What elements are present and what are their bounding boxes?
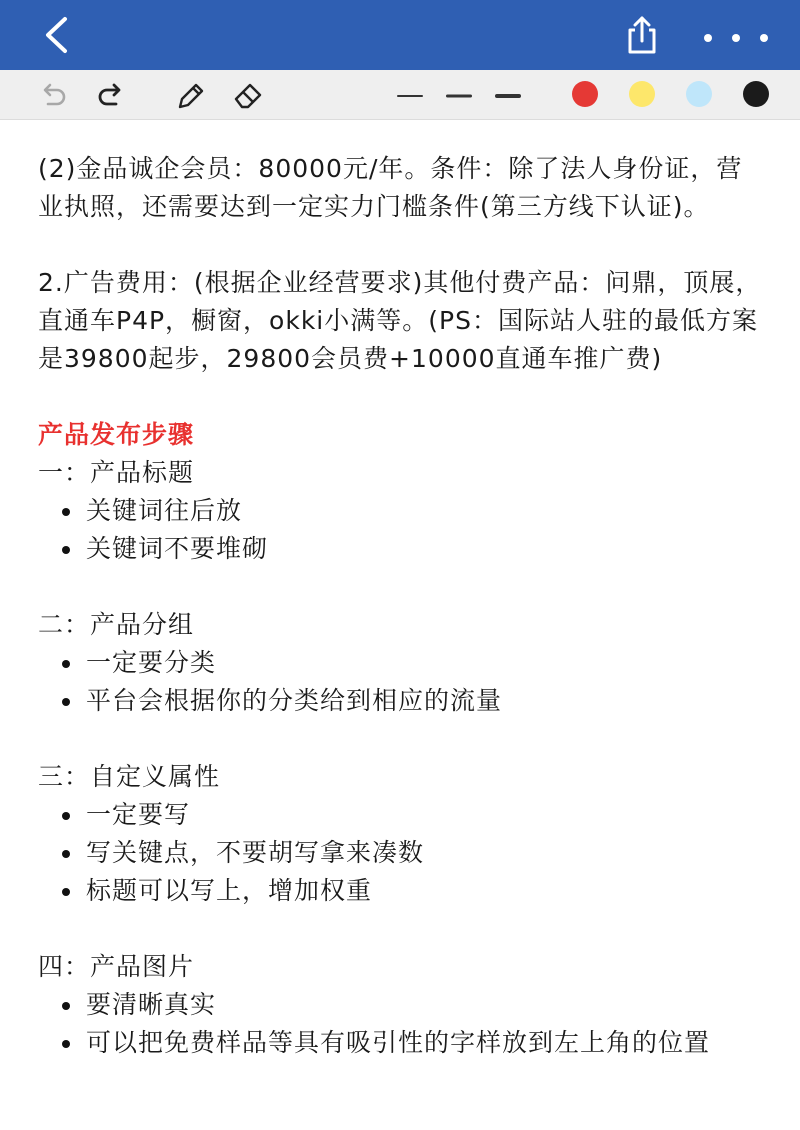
- pencil-button[interactable]: [172, 77, 208, 113]
- undo-icon: [36, 77, 72, 113]
- more-options-button[interactable]: [698, 22, 778, 52]
- bullet-list: [38, 644, 766, 720]
- list-item: 一定要分类: [60, 644, 766, 682]
- stroke-medium-icon: [446, 95, 472, 98]
- bullet-list: [38, 492, 766, 568]
- list-item: 可以把免费样品等具有吸引性的字样放到左上角的位置: [60, 1024, 766, 1062]
- color-red-button[interactable]: [572, 81, 598, 107]
- more-dots-icon: [698, 22, 778, 52]
- list-item: 关键词不要堆砌: [60, 530, 766, 568]
- step-heading: 一：产品标题: [38, 458, 195, 487]
- list-item: 写关键点，不要胡写拿来凑数: [60, 834, 766, 872]
- pencil-icon: [172, 77, 208, 113]
- eraser-icon: [230, 77, 266, 113]
- step-heading: 四：产品图片: [38, 952, 195, 981]
- bullet-list: [38, 796, 766, 910]
- redo-icon: [92, 77, 128, 113]
- section-title: 产品发布步骤: [38, 420, 195, 449]
- membership-paragraph: (2)金品诚企会员：80000元/年。条件：除了法人身份证，营业执照，还需要达到一定实力门槛条件(第三方线下认证)。: [38, 154, 743, 221]
- step-heading: 二：产品分组: [38, 610, 195, 639]
- list-item: 一定要写: [60, 796, 766, 834]
- note-content[interactable]: [38, 150, 766, 1062]
- app-header: [0, 0, 800, 70]
- back-button[interactable]: [36, 14, 76, 56]
- color-yellow-button[interactable]: [629, 81, 655, 107]
- share-icon: [622, 12, 662, 56]
- stroke-thin-button[interactable]: [392, 88, 428, 104]
- chevron-left-icon: [43, 16, 69, 54]
- step-heading: 三：自定义属性: [38, 762, 221, 791]
- color-black-button[interactable]: [743, 81, 769, 107]
- drawing-toolbar: [0, 70, 800, 120]
- list-item: 平台会根据你的分类给到相应的流量: [60, 682, 766, 720]
- list-item: 要清晰真实: [60, 986, 766, 1024]
- stroke-thick-button[interactable]: [490, 88, 526, 104]
- ad-fee-paragraph: 2.广告费用：(根据企业经营要求)其他付费产品：问鼎，顶展，直通车P4P，橱窗，okki小满等。(PS：国际站人驻的最低方案是39800起步，29800会员费+10000直通车推广费): [38, 268, 762, 373]
- bullet-list: [38, 986, 766, 1062]
- stroke-thin-icon: [397, 95, 423, 97]
- share-button[interactable]: [622, 12, 662, 56]
- stroke-medium-button[interactable]: [441, 88, 477, 104]
- color-light-blue-button[interactable]: [686, 81, 712, 107]
- redo-button[interactable]: [92, 77, 128, 113]
- stroke-thick-icon: [495, 94, 521, 98]
- list-item: 标题可以写上，增加权重: [60, 872, 766, 910]
- list-item: 关键词往后放: [60, 492, 766, 530]
- undo-button[interactable]: [36, 77, 72, 113]
- eraser-button[interactable]: [230, 77, 266, 113]
